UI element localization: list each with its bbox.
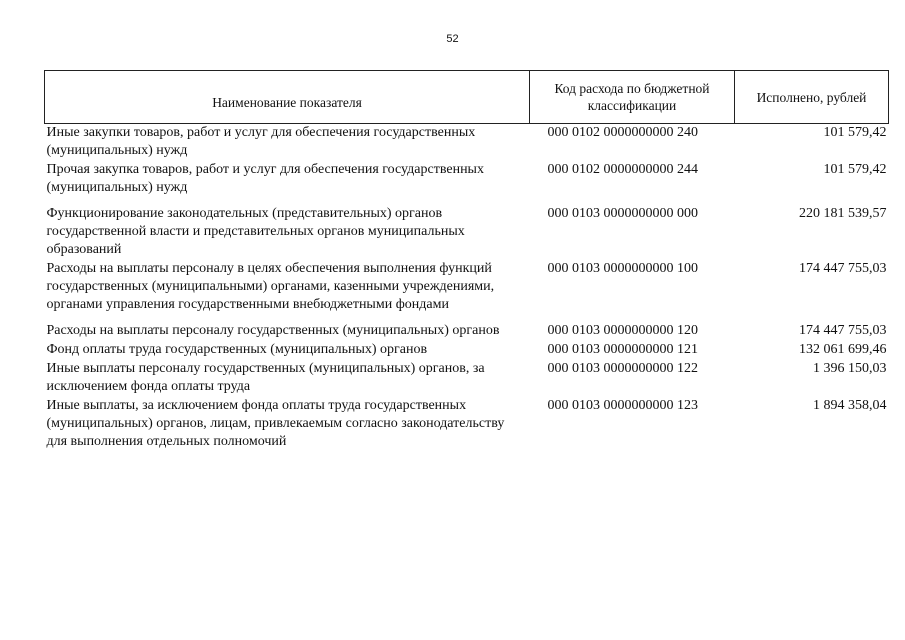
table-header bbox=[45, 71, 889, 124]
table-row bbox=[45, 161, 889, 205]
executed-amount: 174 447 755,03 bbox=[799, 261, 887, 276]
table-row bbox=[45, 322, 889, 341]
expense-code: 000 0102 0000000000 240 bbox=[547, 125, 698, 140]
indicator-name: Иные выплаты персоналу государственных (муниципальных) органов, за исключением фонда оплаты труда bbox=[46, 361, 485, 394]
indicator-name: Иные закупки товаров, работ и услуг для обеспечения государственных (муниципальных) нужд bbox=[46, 125, 476, 158]
table-row bbox=[45, 124, 889, 162]
executed-amount: 1 894 358,04 bbox=[813, 398, 887, 413]
expense-code: 000 0103 0000000000 120 bbox=[547, 323, 698, 338]
page-number: 52 bbox=[446, 33, 459, 45]
indicator-name: Расходы на выплаты персоналу в целях обеспечения выполнения функций государственных (муниципальными) органами, казенными учреждениями, органами управления государственными внебюджетными фондами bbox=[46, 261, 495, 312]
expense-code: 000 0102 0000000000 244 bbox=[547, 162, 698, 177]
executed-amount: 101 579,42 bbox=[823, 162, 887, 177]
table-row bbox=[45, 397, 889, 452]
expense-code: 000 0103 0000000000 100 bbox=[547, 261, 698, 276]
expense-code: 000 0103 0000000000 122 bbox=[547, 361, 698, 376]
header-expense-code: Код расхода по бюджетной классификации bbox=[530, 71, 735, 124]
indicator-name: Прочая закупка товаров, работ и услуг для обеспечения государственных (муниципальных) нужд bbox=[46, 162, 484, 195]
table-row bbox=[45, 341, 889, 360]
expenditure-table bbox=[44, 70, 889, 452]
executed-amount: 1 396 150,03 bbox=[813, 361, 887, 376]
header-executed-amount: Исполнено, рублей bbox=[735, 71, 889, 124]
indicator-name: Функционирование законодательных (представительных) органов государственной власти и представительных органов муниципальных образований bbox=[46, 206, 465, 257]
executed-amount: 101 579,42 bbox=[823, 125, 887, 140]
table-row bbox=[45, 205, 889, 260]
indicator-name: Фонд оплаты труда государственных (муниципальных) органов bbox=[46, 342, 428, 357]
expense-code: 000 0103 0000000000 000 bbox=[547, 206, 698, 221]
header-indicator-name: Наименование показателя bbox=[45, 71, 530, 124]
indicator-name: Иные выплаты, за исключением фонда оплаты труда государственных (муниципальных) органов, лицам, привлекаемым согласно законодательству для выполнения отдельных полномочий bbox=[46, 398, 505, 449]
executed-amount: 174 447 755,03 bbox=[799, 323, 887, 338]
expense-code: 000 0103 0000000000 123 bbox=[547, 398, 698, 413]
executed-amount: 132 061 699,46 bbox=[799, 342, 887, 357]
table-body bbox=[45, 124, 889, 453]
expense-code: 000 0103 0000000000 121 bbox=[547, 342, 698, 357]
table-row bbox=[45, 360, 889, 397]
indicator-name: Расходы на выплаты персоналу государственных (муниципальных) органов bbox=[46, 323, 500, 338]
table-row bbox=[45, 260, 889, 322]
executed-amount: 220 181 539,57 bbox=[799, 206, 887, 221]
